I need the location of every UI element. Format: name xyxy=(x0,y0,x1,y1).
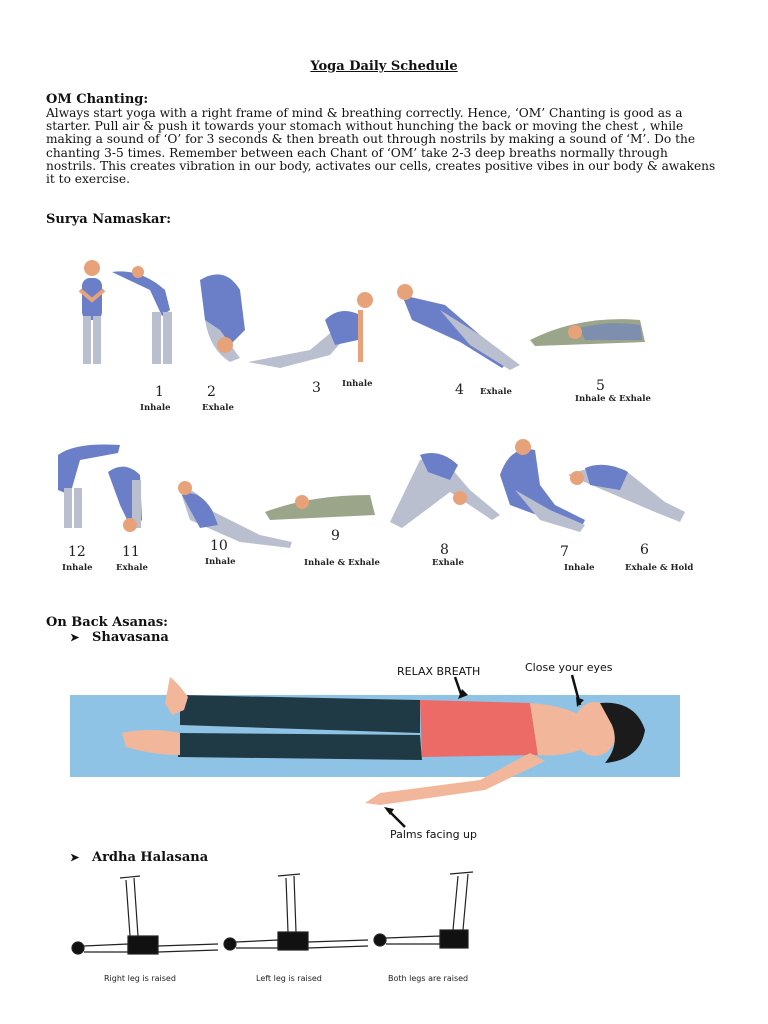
om-line: chanting 3-5 times. Remember between each Chant of ‘OM’ take 2-3 deep breaths normally through xyxy=(46,145,668,160)
right-leg-raised-figure xyxy=(72,876,218,954)
left-leg-caption: Left leg is raised xyxy=(256,974,322,983)
both-legs-caption: Both legs are raised xyxy=(388,974,469,983)
step-label: Inhale xyxy=(205,557,236,567)
step-number: 4 xyxy=(455,382,464,398)
om-line: making a sound of ‘O’ for 3 seconds & then breath out through nostrils by making a sound of ‘M’. Do the xyxy=(46,132,696,147)
step-label: Exhale xyxy=(480,387,512,397)
shavasana-figure xyxy=(60,655,700,845)
step-label: Inhale xyxy=(342,379,373,389)
step-label: Exhale & Hold xyxy=(625,563,694,573)
step-number: 6 xyxy=(640,542,649,558)
shavasana-bullet xyxy=(70,630,169,645)
step-label: Exhale xyxy=(116,563,148,573)
step-number: 12 xyxy=(68,544,86,560)
step-number: 10 xyxy=(210,538,228,554)
pose-2-figure xyxy=(112,266,172,364)
close-eyes-callout: Close your eyes xyxy=(525,661,613,674)
relax-breath-callout: RELAX BREATH xyxy=(397,665,481,678)
step-label: Inhale & Exhale xyxy=(304,558,380,568)
om-paragraph xyxy=(46,107,726,186)
step-number: 5 xyxy=(596,378,605,394)
ardha-halasana-figure xyxy=(68,870,488,990)
step-label: Inhale xyxy=(62,563,93,573)
pose-3-figure xyxy=(200,274,245,362)
om-line: it to exercise. xyxy=(46,172,130,187)
pose-6-figure xyxy=(530,319,645,346)
arrow-bullet-icon: ➤ xyxy=(70,631,80,644)
step-number: 1 xyxy=(155,384,164,400)
om-line: nostrils. This creates vibration in our body, activates our cells, creates positive vibes in our body & awakens xyxy=(46,158,716,173)
surya-heading: Surya Namaskar: xyxy=(46,212,172,227)
pose-1-figure xyxy=(80,260,104,364)
both-legs-raised-figure xyxy=(374,872,473,948)
ardha-halasana-bullet xyxy=(70,850,208,865)
pose-5-figure xyxy=(397,284,520,370)
row1-labels xyxy=(140,378,652,413)
step-number: 9 xyxy=(331,528,340,544)
ardha-halasana-title: Ardha Halasana xyxy=(92,850,209,865)
palms-up-callout: Palms facing up xyxy=(390,828,478,841)
pose-9-figure xyxy=(265,495,375,520)
step-label: Inhale xyxy=(564,563,595,573)
om-line: Always start yoga with a right frame of mind & breathing correctly. Hence, ‘OM’ Chanting is good as a xyxy=(46,106,683,120)
pose-12-figure xyxy=(58,444,120,528)
om-line: starter. Pull air & push it towards your stomach without hunching the back or moving the chest , while xyxy=(46,119,684,134)
step-number: 8 xyxy=(440,542,449,558)
page-title: Yoga Daily Schedule xyxy=(310,59,458,74)
step-label: Inhale & Exhale xyxy=(575,394,651,404)
step-number: 2 xyxy=(207,384,216,400)
surya-namaskar-figure xyxy=(40,250,720,580)
arrow-bullet-icon: ➤ xyxy=(70,851,80,864)
shavasana-title: Shavasana xyxy=(92,630,169,645)
step-label: Exhale xyxy=(202,403,234,413)
pose-6b-figure xyxy=(568,465,685,522)
pose-11-figure xyxy=(108,467,142,532)
step-number: 3 xyxy=(312,380,321,396)
row2-labels xyxy=(62,528,693,573)
pose-8-figure xyxy=(390,453,500,528)
left-leg-raised-figure xyxy=(224,874,368,950)
step-number: 11 xyxy=(122,544,140,560)
om-heading: OM Chanting: xyxy=(46,92,149,107)
right-leg-caption: Right leg is raised xyxy=(104,974,176,983)
pose-4-figure xyxy=(248,292,373,368)
step-label: Exhale xyxy=(432,558,464,568)
step-number: 7 xyxy=(560,544,569,560)
back-asanas-heading: On Back Asanas: xyxy=(46,615,168,630)
step-label: Inhale xyxy=(140,403,171,413)
pose-7-figure xyxy=(500,439,585,532)
